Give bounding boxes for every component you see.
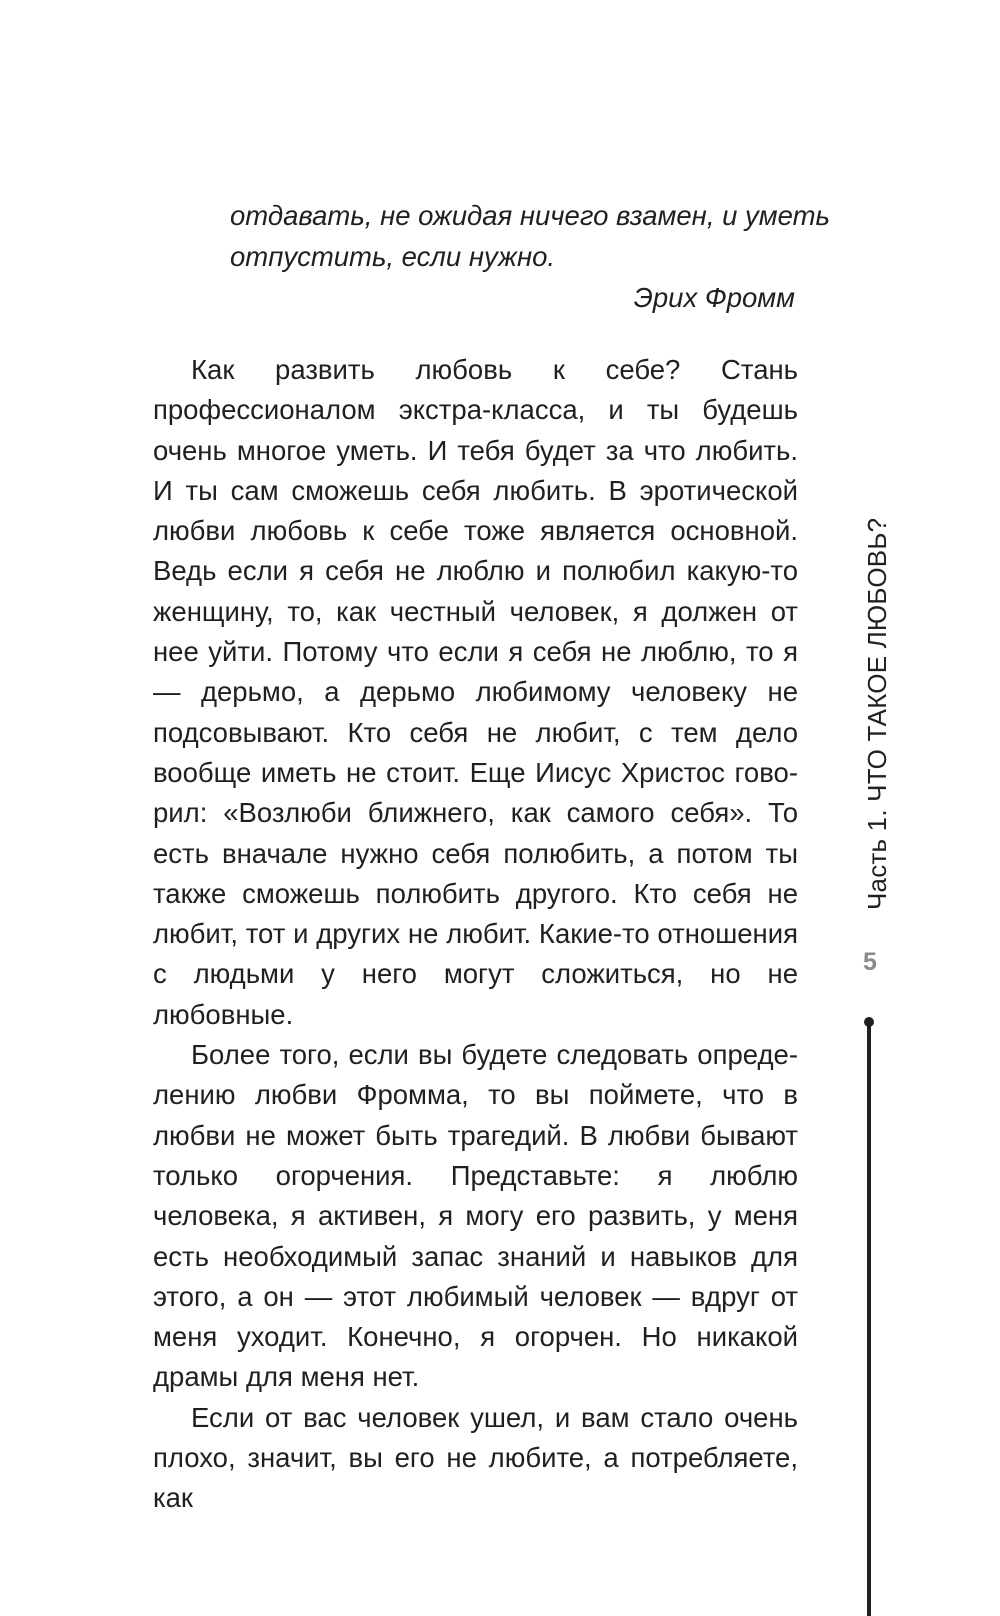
epigraph-author: Эрих Фромм (633, 282, 795, 313)
epigraph (230, 195, 830, 318)
paragraph: Как развить любовь к себе? Стань профессионалом экстра-класса, и ты будешь очень многое уметь. И тебя будет за что любить. И ты сам сможешь себя любить. В эротической любви любовь к себе тоже является основной. Ведь если я себя не люблю и полюбил какую-то женщину, то, как честный человек, я должен от нее уйти. Потому что если я себя не люблю, то я — дерьмо, а дерьмо любимому человеку не подсовывают. Кто себя не любит, с тем дело вообще иметь не стоит. Еще Иисус Христос говорил: «Возлюби ближнего, как самого себя». То есть вначале нужно себя полюбить, а потом ты также сможешь полюбить другого. Кто себя не любит, тот и других не любит. Какие-то отношения с людьми у него могут сложиться, но не любовные. (153, 354, 798, 1030)
paragraph: Если от вас человек ушел, и вам стало очень плохо, значит, вы его не любите, а потребляете, как (153, 1401, 798, 1514)
body-text (153, 350, 798, 1519)
paragraph: Более того, если вы будете следовать определению любви Фромма, то вы поймете, что в любви не может быть трагедий. В любви бывают только огорчения. Представьте: я люблю человека, я активен, я могу его развить, у меня есть необходимый запас знаний и навыков для этого, а он — этот любимый человек — вдруг от меня уходит. Конечно, я огорчен. Но никакой драмы для меня нет. (153, 1039, 798, 1393)
running-head: Часть 1. ЧТО ТАКОЕ ЛЮБОВЬ? (862, 517, 892, 910)
margin-rule-line (867, 1022, 871, 1616)
epigraph-line: отпустить, если нужно. (230, 241, 556, 272)
epigraph-line: отдавать, не ожидая ничего взамен, и уметь (230, 200, 830, 231)
page-number: 5 (863, 948, 877, 976)
